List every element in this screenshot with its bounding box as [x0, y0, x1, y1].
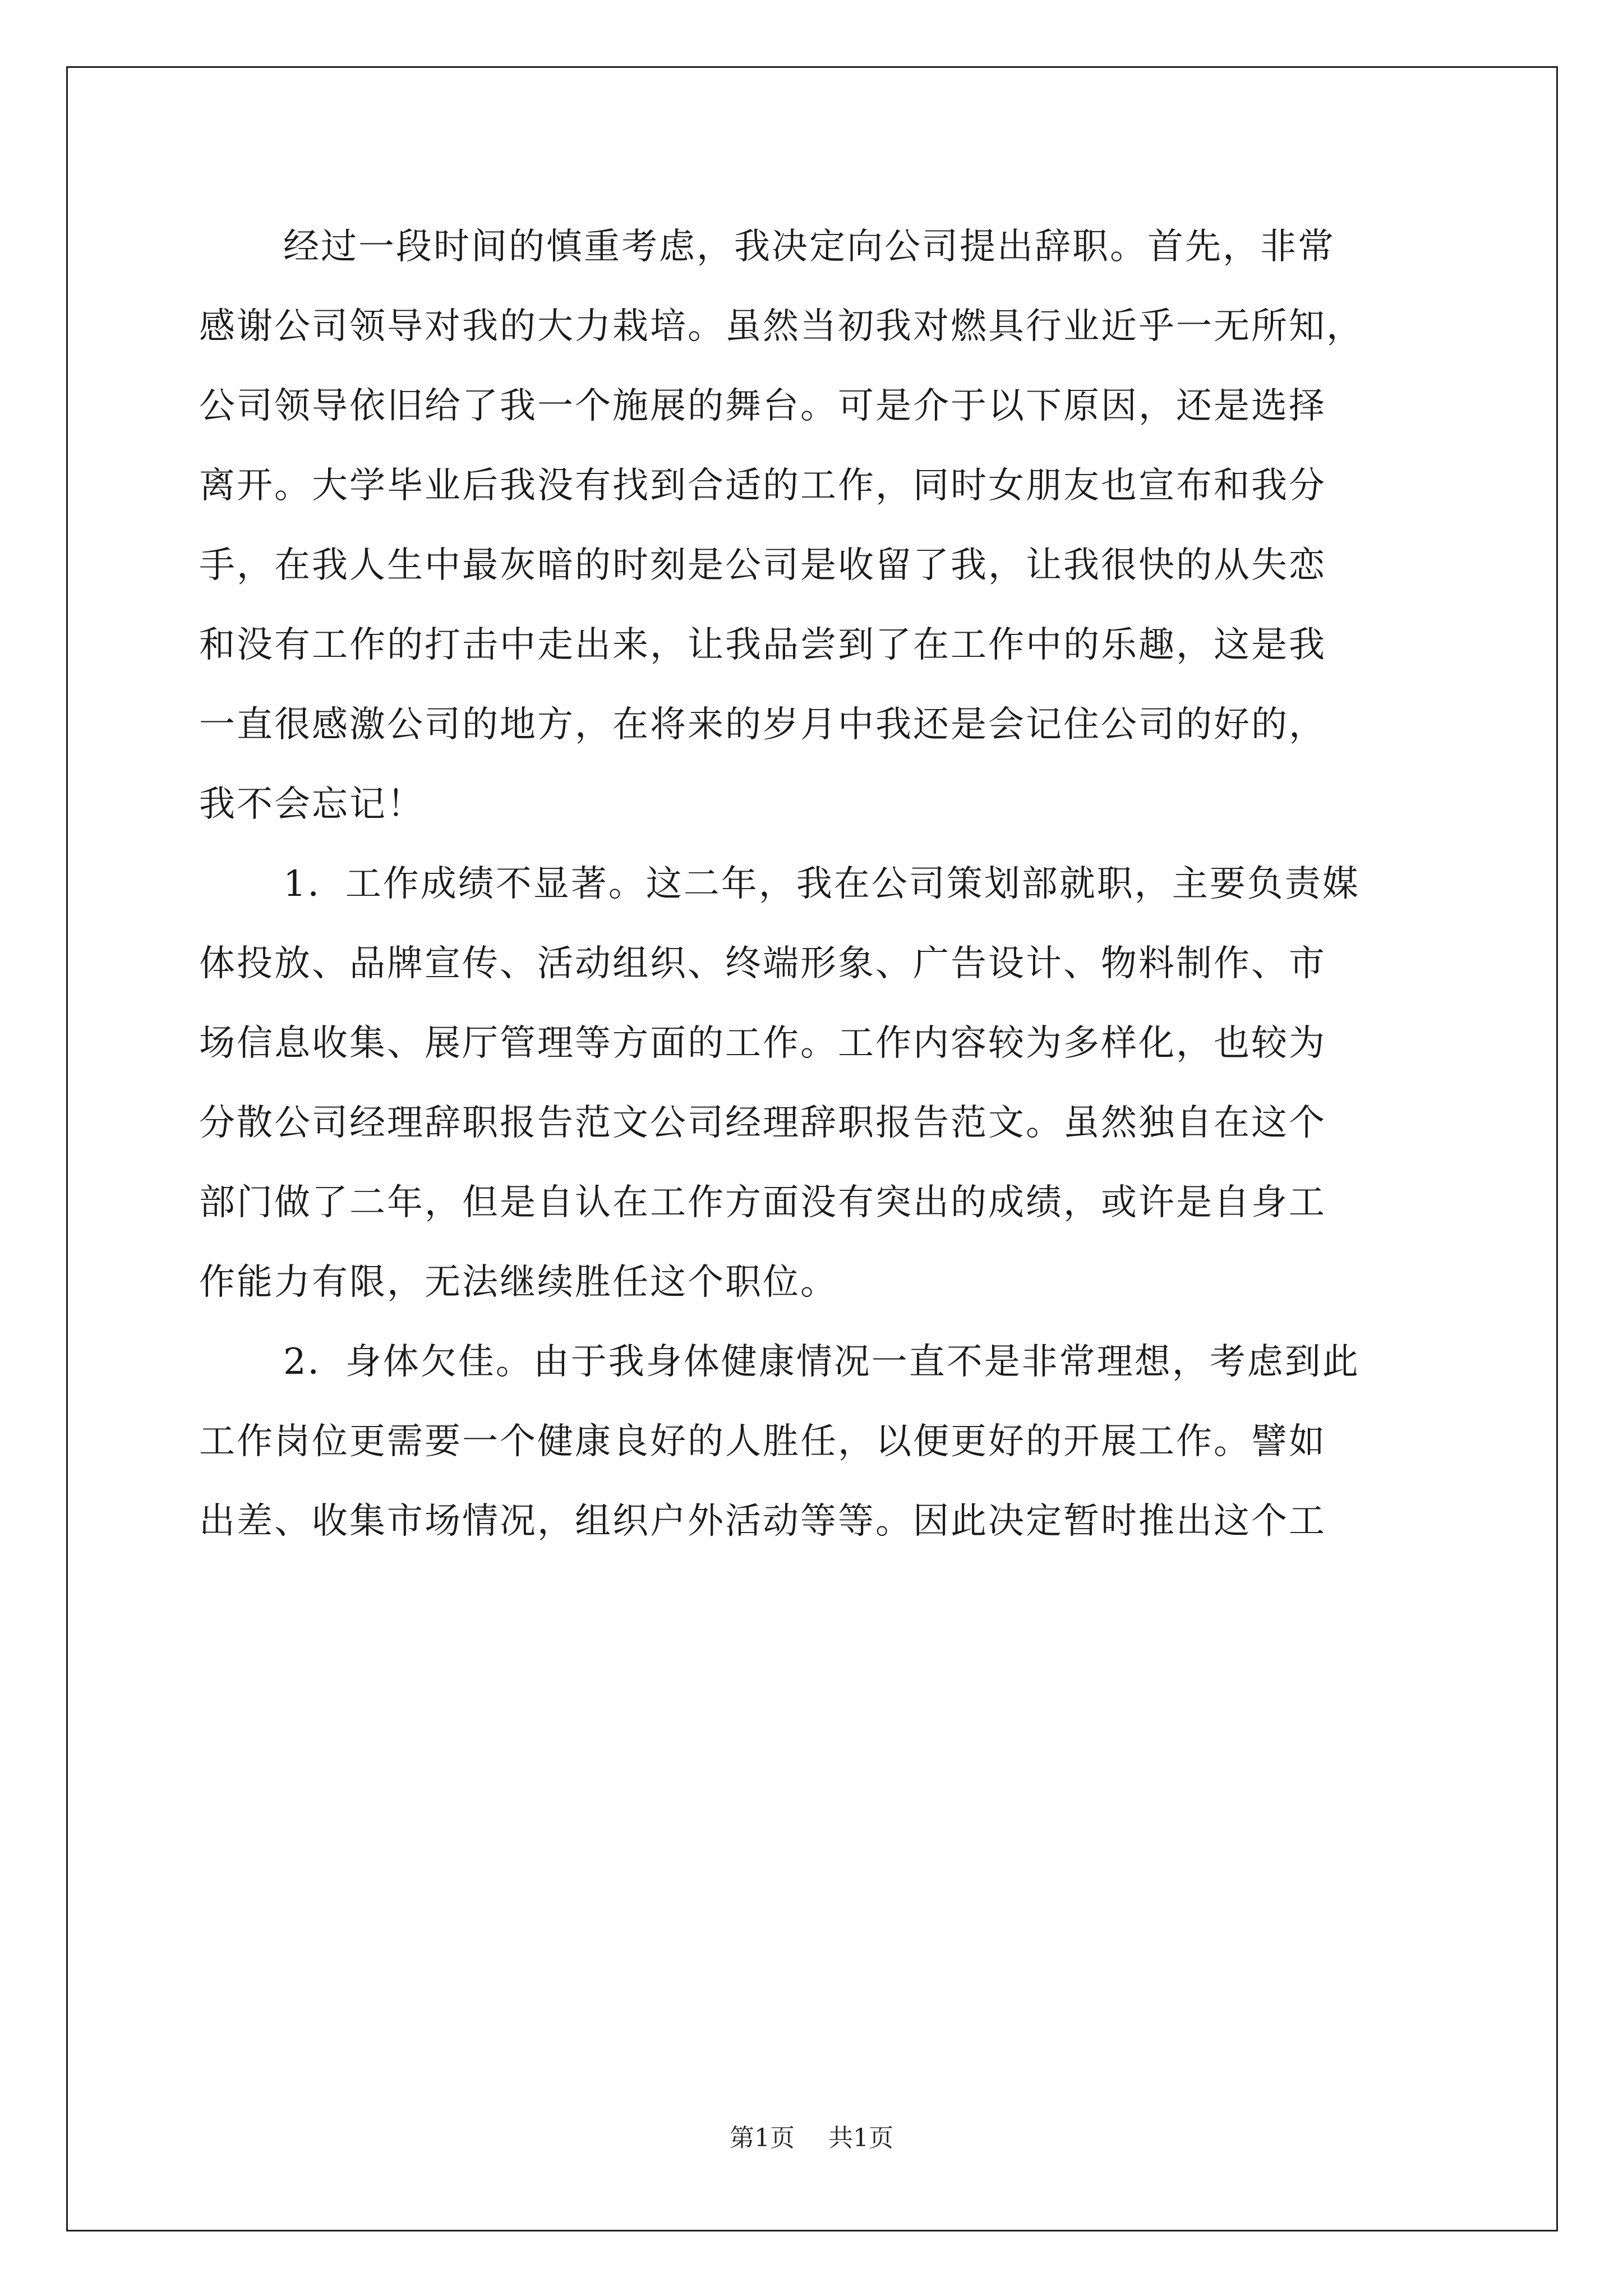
- paragraph-1-line-3: 公司领导依旧给了我一个施展的舞台。可是介于以下原因，还是选择: [199, 385, 1326, 427]
- paragraph-1-line-5: 手，在我人生中最灰暗的时刻是公司是收留了我，让我很快的从失恋: [199, 545, 1326, 586]
- paragraph-3-line-3: 出差、收集市场情况，组织户外活动等等。因此决定暂时推出这个工: [199, 1501, 1326, 1542]
- page-total: 共1页: [828, 2124, 893, 2152]
- paragraph-2-line-6: 作能力有限，无法继续胜任这个职位。: [199, 1262, 838, 1303]
- paragraph-3-line-2: 工作岗位更需要一个健康良好的人胜任，以便更好的开展工作。譬如: [199, 1421, 1326, 1462]
- page-footer: [0, 2123, 1623, 2154]
- paragraph-1-line-6: 和没有工作的打击中走出来，让我品尝到了在工作中的乐趣，这是我: [199, 624, 1326, 666]
- paragraph-2-line-2: 体投放、品牌宣传、活动组织、终端形象、广告设计、物料制作、市: [199, 943, 1326, 984]
- paragraph-1-line-8: 我不会忘记！: [199, 784, 425, 825]
- paragraph-2-line-3: 场信息收集、展厅管理等方面的工作。工作内容较为多样化，也较为: [199, 1023, 1326, 1064]
- paragraph-1-line-7: 一直很感激公司的地方，在将来的岁月中我还是会记住公司的好的，: [199, 704, 1326, 746]
- paragraph-3-line-1: 2．身体欠佳。由于我身体健康情况一直不是非常理想，考虑到此: [283, 1341, 1360, 1383]
- paragraph-1-line-4: 离开。大学毕业后我没有找到合适的工作，同时女朋友也宣布和我分: [199, 465, 1326, 507]
- paragraph-2-line-4: 分散公司经理辞职报告范文公司经理辞职报告范文。虽然独自在这个: [199, 1102, 1326, 1144]
- paragraph-2-line-1: 1．工作成绩不显著。这二年，我在公司策划部就职，主要负责媒: [283, 863, 1360, 905]
- paragraph-1-line-2: 感谢公司领导对我的大力栽培。虽然当初我对燃具行业近乎一无所知，: [199, 306, 1364, 347]
- paragraph-2-line-5: 部门做了二年，但是自认在工作方面没有突出的成绩，或许是自身工: [199, 1182, 1326, 1223]
- paragraph-1-line-1: 经过一段时间的慎重考虑，我决定向公司提出辞职。首先，非常: [283, 226, 1335, 268]
- page-number: 第1页: [730, 2124, 795, 2152]
